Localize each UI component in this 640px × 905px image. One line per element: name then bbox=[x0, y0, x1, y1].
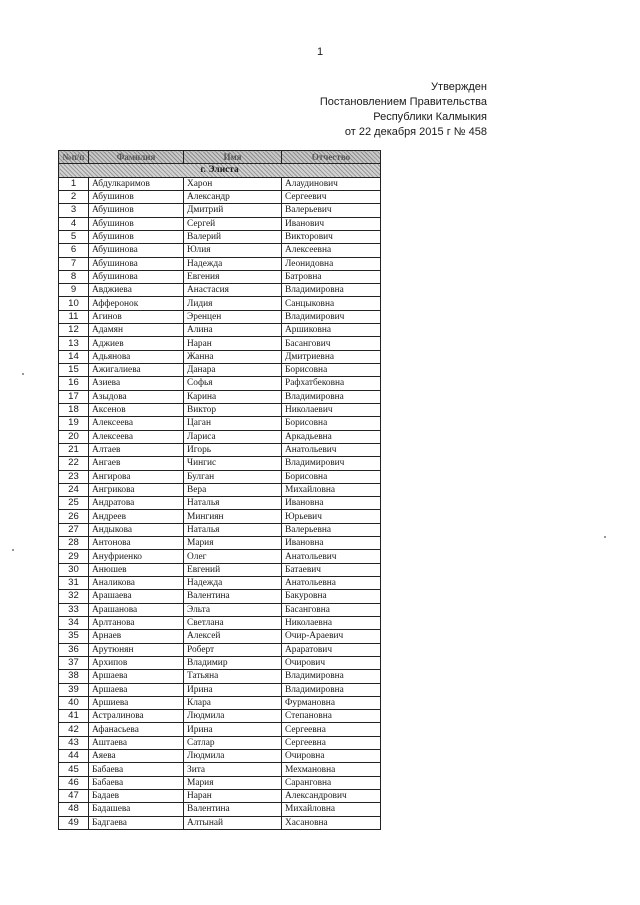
row-name: Дмитрий bbox=[184, 204, 282, 217]
row-name: Эльта bbox=[184, 603, 282, 616]
row-number: 27 bbox=[59, 523, 89, 536]
row-number: 33 bbox=[59, 603, 89, 616]
header-patronymic: Отчество bbox=[282, 151, 381, 164]
row-name: Надежда bbox=[184, 577, 282, 590]
table-row bbox=[59, 417, 381, 430]
row-number: 40 bbox=[59, 696, 89, 709]
row-number: 26 bbox=[59, 510, 89, 523]
row-surname: Бадаев bbox=[89, 790, 184, 803]
approval-stamp bbox=[320, 80, 487, 140]
row-number: 6 bbox=[59, 244, 89, 257]
row-name: Алина bbox=[184, 324, 282, 337]
row-patronymic: Борисовна bbox=[282, 470, 381, 483]
row-patronymic: Валерьевич bbox=[282, 204, 381, 217]
row-surname: Адамян bbox=[89, 324, 184, 337]
row-patronymic: Хасановна bbox=[282, 816, 381, 829]
row-patronymic: Валерьевна bbox=[282, 523, 381, 536]
table-row bbox=[59, 736, 381, 749]
table-row bbox=[59, 324, 381, 337]
row-patronymic: Сергеевич bbox=[282, 190, 381, 203]
row-number: 12 bbox=[59, 324, 89, 337]
row-surname: Авджиева bbox=[89, 284, 184, 297]
row-name: Людмила bbox=[184, 710, 282, 723]
row-patronymic: Николаевич bbox=[282, 403, 381, 416]
table-row bbox=[59, 616, 381, 629]
row-patronymic: Владимировна bbox=[282, 683, 381, 696]
table-row bbox=[59, 776, 381, 789]
row-surname: Адьянова bbox=[89, 350, 184, 363]
row-patronymic: Анатольевна bbox=[282, 577, 381, 590]
row-surname: Алексеева bbox=[89, 417, 184, 430]
row-surname: Арашаева bbox=[89, 590, 184, 603]
row-name: Зита bbox=[184, 763, 282, 776]
row-number: 23 bbox=[59, 470, 89, 483]
row-name: Ирина bbox=[184, 723, 282, 736]
row-surname: Аршиева bbox=[89, 696, 184, 709]
row-number: 5 bbox=[59, 230, 89, 243]
row-patronymic: Сергеевна bbox=[282, 723, 381, 736]
row-name: Александр bbox=[184, 190, 282, 203]
table-row bbox=[59, 177, 381, 190]
row-surname: Архипов bbox=[89, 656, 184, 669]
row-number: 43 bbox=[59, 736, 89, 749]
row-patronymic: Сергеевна bbox=[282, 736, 381, 749]
row-surname: Азыдова bbox=[89, 390, 184, 403]
row-number: 13 bbox=[59, 337, 89, 350]
row-number: 34 bbox=[59, 616, 89, 629]
table-row bbox=[59, 523, 381, 536]
table-row bbox=[59, 457, 381, 470]
row-name: Людмила bbox=[184, 750, 282, 763]
row-name: Данара bbox=[184, 364, 282, 377]
row-surname: Бадгаева bbox=[89, 816, 184, 829]
row-name: Сергей bbox=[184, 217, 282, 230]
row-number: 38 bbox=[59, 670, 89, 683]
header-name: Имя bbox=[184, 151, 282, 164]
row-number: 15 bbox=[59, 364, 89, 377]
row-patronymic: Санцыковна bbox=[282, 297, 381, 310]
table-row bbox=[59, 270, 381, 283]
table-row bbox=[59, 750, 381, 763]
row-patronymic: Владимировна bbox=[282, 670, 381, 683]
row-patronymic: Дмитриевна bbox=[282, 350, 381, 363]
row-patronymic: Николаевна bbox=[282, 616, 381, 629]
row-name: Виктор bbox=[184, 403, 282, 416]
row-surname: Алексеева bbox=[89, 430, 184, 443]
row-number: 35 bbox=[59, 630, 89, 643]
row-patronymic: Владимировна bbox=[282, 390, 381, 403]
row-patronymic: Анатольевич bbox=[282, 443, 381, 456]
row-number: 11 bbox=[59, 310, 89, 323]
row-name: Карина bbox=[184, 390, 282, 403]
row-name: Алексей bbox=[184, 630, 282, 643]
row-surname: Абушинова bbox=[89, 270, 184, 283]
row-name: Анастасия bbox=[184, 284, 282, 297]
row-surname: Арашанова bbox=[89, 603, 184, 616]
table-row bbox=[59, 390, 381, 403]
row-number: 44 bbox=[59, 750, 89, 763]
row-patronymic: Владимирович bbox=[282, 310, 381, 323]
row-patronymic: Саранговна bbox=[282, 776, 381, 789]
row-number: 32 bbox=[59, 590, 89, 603]
row-name: Цаган bbox=[184, 417, 282, 430]
row-patronymic: Басангович bbox=[282, 337, 381, 350]
row-patronymic: Владимировна bbox=[282, 284, 381, 297]
row-name: Игорь bbox=[184, 443, 282, 456]
row-name: Роберт bbox=[184, 643, 282, 656]
row-patronymic: Алексеевна bbox=[282, 244, 381, 257]
table-row bbox=[59, 656, 381, 669]
row-surname: Андреев bbox=[89, 510, 184, 523]
row-surname: Андратова bbox=[89, 497, 184, 510]
header-number: №п/п bbox=[59, 151, 89, 164]
table-row bbox=[59, 364, 381, 377]
row-surname: Абушинов bbox=[89, 204, 184, 217]
row-surname: Афанасьева bbox=[89, 723, 184, 736]
row-patronymic: Алаудинович bbox=[282, 177, 381, 190]
row-name: Олег bbox=[184, 550, 282, 563]
row-name: Булган bbox=[184, 470, 282, 483]
table-row bbox=[59, 816, 381, 829]
row-surname: Ангирова bbox=[89, 470, 184, 483]
row-name: Жанна bbox=[184, 350, 282, 363]
table-row bbox=[59, 550, 381, 563]
row-surname: Ангрикова bbox=[89, 483, 184, 496]
row-surname: Арлтанова bbox=[89, 616, 184, 629]
row-name: Наран bbox=[184, 337, 282, 350]
row-name: Чингис bbox=[184, 457, 282, 470]
row-surname: Аштаева bbox=[89, 736, 184, 749]
row-number: 1 bbox=[59, 177, 89, 190]
row-patronymic: Юрьевич bbox=[282, 510, 381, 523]
table-row bbox=[59, 257, 381, 270]
table-row bbox=[59, 350, 381, 363]
row-name: Лидия bbox=[184, 297, 282, 310]
row-surname: Аналикова bbox=[89, 577, 184, 590]
row-number: 46 bbox=[59, 776, 89, 789]
row-surname: Аджиев bbox=[89, 337, 184, 350]
row-surname: Азиева bbox=[89, 377, 184, 390]
approval-line-1: Утвержден bbox=[431, 81, 487, 93]
row-number: 48 bbox=[59, 803, 89, 816]
row-number: 24 bbox=[59, 483, 89, 496]
table-row bbox=[59, 803, 381, 816]
table-row bbox=[59, 630, 381, 643]
row-surname: Афферонок bbox=[89, 297, 184, 310]
table-row bbox=[59, 297, 381, 310]
row-name: Лариса bbox=[184, 430, 282, 443]
table-row bbox=[59, 563, 381, 576]
table-row bbox=[59, 497, 381, 510]
table-row bbox=[59, 244, 381, 257]
row-name: Ирина bbox=[184, 683, 282, 696]
row-surname: Абушинова bbox=[89, 244, 184, 257]
row-patronymic: Ивановна bbox=[282, 537, 381, 550]
row-surname: Аршаева bbox=[89, 683, 184, 696]
row-name: Харон bbox=[184, 177, 282, 190]
table-row bbox=[59, 284, 381, 297]
row-name: Сатлар bbox=[184, 736, 282, 749]
row-name: Клара bbox=[184, 696, 282, 709]
scan-speck bbox=[12, 549, 14, 551]
row-number: 45 bbox=[59, 763, 89, 776]
approval-line-2: Постановлением Правительства bbox=[319, 96, 487, 108]
table-row bbox=[59, 790, 381, 803]
row-surname: Абушинова bbox=[89, 257, 184, 270]
row-surname: Ажигалиева bbox=[89, 364, 184, 377]
row-patronymic: Степановна bbox=[282, 710, 381, 723]
table-row bbox=[59, 204, 381, 217]
row-number: 4 bbox=[59, 217, 89, 230]
row-name: Валентина bbox=[184, 590, 282, 603]
row-surname: Абушинов bbox=[89, 230, 184, 243]
row-number: 18 bbox=[59, 403, 89, 416]
row-surname: Бадашева bbox=[89, 803, 184, 816]
row-number: 37 bbox=[59, 656, 89, 669]
row-number: 14 bbox=[59, 350, 89, 363]
header-surname: Фамилия bbox=[89, 151, 184, 164]
page-number: 1 bbox=[316, 46, 324, 58]
row-surname: Астралинова bbox=[89, 710, 184, 723]
row-name: Наран bbox=[184, 790, 282, 803]
approval-line-3: Республики Калмыкия bbox=[373, 111, 487, 123]
row-number: 25 bbox=[59, 497, 89, 510]
row-name: Надежда bbox=[184, 257, 282, 270]
table-row bbox=[59, 603, 381, 616]
row-patronymic: Анатольевич bbox=[282, 550, 381, 563]
table-row bbox=[59, 470, 381, 483]
row-surname: Аксенов bbox=[89, 403, 184, 416]
persons-table bbox=[58, 150, 381, 830]
row-patronymic: Леонидовна bbox=[282, 257, 381, 270]
row-number: 49 bbox=[59, 816, 89, 829]
row-surname: Арутюнян bbox=[89, 643, 184, 656]
approval-line-4: от 22 декабря 2015 г № 458 bbox=[344, 126, 487, 138]
row-number: 41 bbox=[59, 710, 89, 723]
row-patronymic: Ивановна bbox=[282, 497, 381, 510]
row-patronymic: Бакуровна bbox=[282, 590, 381, 603]
table-row bbox=[59, 710, 381, 723]
row-patronymic: Борисовна bbox=[282, 417, 381, 430]
row-surname: Абдулкаримов bbox=[89, 177, 184, 190]
row-name: Евгения bbox=[184, 270, 282, 283]
row-surname: Ангаев bbox=[89, 457, 184, 470]
scan-speck bbox=[22, 373, 24, 375]
row-surname: Антонова bbox=[89, 537, 184, 550]
row-name: Алтынай bbox=[184, 816, 282, 829]
row-number: 7 bbox=[59, 257, 89, 270]
table-row bbox=[59, 723, 381, 736]
row-patronymic: Иванович bbox=[282, 217, 381, 230]
row-patronymic: Очир-Араевич bbox=[282, 630, 381, 643]
row-patronymic: Рафхатбековна bbox=[282, 377, 381, 390]
row-number: 21 bbox=[59, 443, 89, 456]
row-name: Наталья bbox=[184, 523, 282, 536]
row-number: 31 bbox=[59, 577, 89, 590]
row-name: Софья bbox=[184, 377, 282, 390]
table-row bbox=[59, 670, 381, 683]
row-surname: Агинов bbox=[89, 310, 184, 323]
row-number: 30 bbox=[59, 563, 89, 576]
row-patronymic: Мехмановна bbox=[282, 763, 381, 776]
row-patronymic: Фурмановна bbox=[282, 696, 381, 709]
row-surname: Алтаев bbox=[89, 443, 184, 456]
row-number: 22 bbox=[59, 457, 89, 470]
row-name: Владимир bbox=[184, 656, 282, 669]
row-surname: Аршаева bbox=[89, 670, 184, 683]
table-row bbox=[59, 190, 381, 203]
table-row bbox=[59, 230, 381, 243]
row-number: 39 bbox=[59, 683, 89, 696]
row-surname: Арнаев bbox=[89, 630, 184, 643]
table-row bbox=[59, 590, 381, 603]
row-surname: Абушинов bbox=[89, 217, 184, 230]
table-row bbox=[59, 430, 381, 443]
row-number: 28 bbox=[59, 537, 89, 550]
row-patronymic: Борисовна bbox=[282, 364, 381, 377]
table-header-row bbox=[59, 151, 381, 164]
row-number: 2 bbox=[59, 190, 89, 203]
row-number: 47 bbox=[59, 790, 89, 803]
row-surname: Андыкова bbox=[89, 523, 184, 536]
row-name: Юлия bbox=[184, 244, 282, 257]
row-patronymic: Араратович bbox=[282, 643, 381, 656]
row-number: 36 bbox=[59, 643, 89, 656]
table-row bbox=[59, 310, 381, 323]
table-row bbox=[59, 643, 381, 656]
scan-speck bbox=[604, 536, 606, 538]
row-number: 29 bbox=[59, 550, 89, 563]
table-row bbox=[59, 696, 381, 709]
row-number: 10 bbox=[59, 297, 89, 310]
row-number: 42 bbox=[59, 723, 89, 736]
row-name: Вера bbox=[184, 483, 282, 496]
row-name: Мария bbox=[184, 776, 282, 789]
row-patronymic: Михайловна bbox=[282, 483, 381, 496]
row-name: Эренцен bbox=[184, 310, 282, 323]
row-patronymic: Басанговна bbox=[282, 603, 381, 616]
row-patronymic: Михайловна bbox=[282, 803, 381, 816]
row-name: Евгений bbox=[184, 563, 282, 576]
table-row bbox=[59, 337, 381, 350]
row-patronymic: Александрович bbox=[282, 790, 381, 803]
table-row bbox=[59, 537, 381, 550]
row-patronymic: Аркадьевна bbox=[282, 430, 381, 443]
table-row bbox=[59, 377, 381, 390]
row-name: Светлана bbox=[184, 616, 282, 629]
table-row bbox=[59, 403, 381, 416]
row-name: Валерий bbox=[184, 230, 282, 243]
row-number: 3 bbox=[59, 204, 89, 217]
row-surname: Абушинов bbox=[89, 190, 184, 203]
row-number: 17 bbox=[59, 390, 89, 403]
row-patronymic: Викторович bbox=[282, 230, 381, 243]
row-number: 19 bbox=[59, 417, 89, 430]
row-name: Мингиян bbox=[184, 510, 282, 523]
row-name: Наталья bbox=[184, 497, 282, 510]
row-surname: Бабаева bbox=[89, 763, 184, 776]
row-number: 20 bbox=[59, 430, 89, 443]
row-name: Мария bbox=[184, 537, 282, 550]
table-row bbox=[59, 483, 381, 496]
table-row bbox=[59, 443, 381, 456]
row-patronymic: Батровна bbox=[282, 270, 381, 283]
table-row bbox=[59, 217, 381, 230]
section-title: г. Элиста bbox=[59, 164, 381, 177]
row-surname: Бабаева bbox=[89, 776, 184, 789]
row-patronymic: Владимирович bbox=[282, 457, 381, 470]
row-patronymic: Очирович bbox=[282, 656, 381, 669]
row-surname: Ануфриенко bbox=[89, 550, 184, 563]
section-row bbox=[59, 164, 381, 177]
row-patronymic: Аршиковна bbox=[282, 324, 381, 337]
row-number: 9 bbox=[59, 284, 89, 297]
row-patronymic: Очировна bbox=[282, 750, 381, 763]
row-name: Татьяна bbox=[184, 670, 282, 683]
row-number: 16 bbox=[59, 377, 89, 390]
row-patronymic: Батаевич bbox=[282, 563, 381, 576]
table-row bbox=[59, 577, 381, 590]
table-row bbox=[59, 683, 381, 696]
row-surname: Анюшев bbox=[89, 563, 184, 576]
row-surname: Аяева bbox=[89, 750, 184, 763]
table-row bbox=[59, 510, 381, 523]
row-number: 8 bbox=[59, 270, 89, 283]
row-name: Валентина bbox=[184, 803, 282, 816]
table-row bbox=[59, 763, 381, 776]
